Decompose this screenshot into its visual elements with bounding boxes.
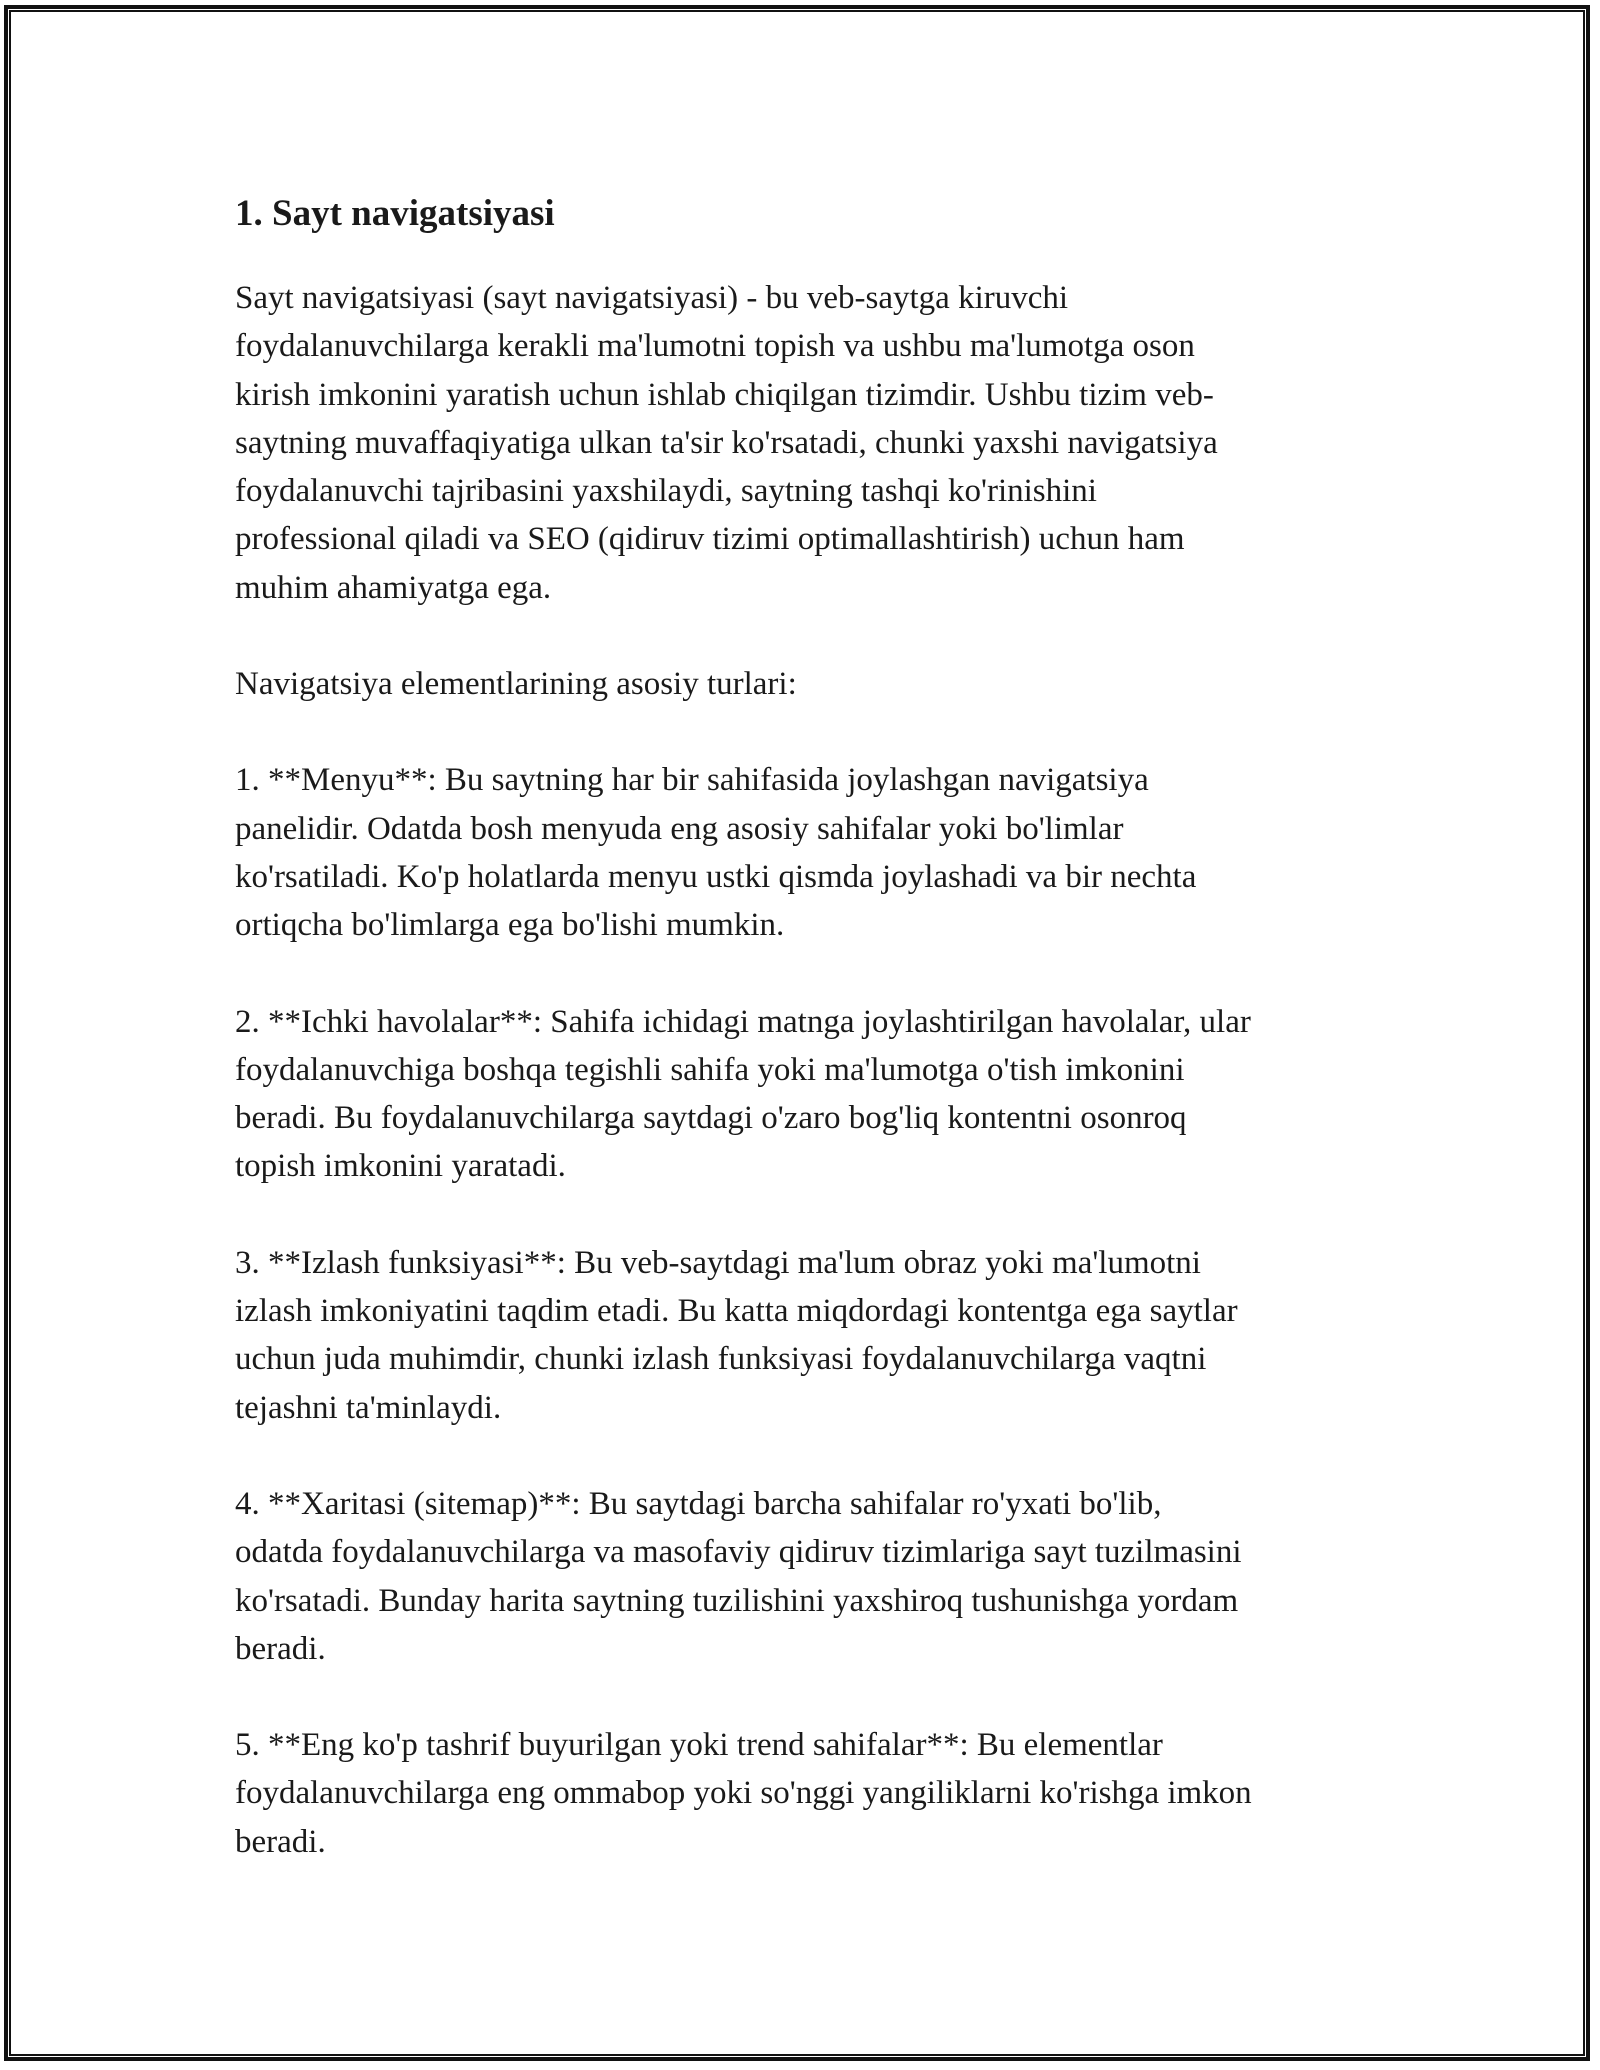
list-item-internal-links: 2. **Ichki havolalar**: Sahifa ichidagi matnga joylashtirilgan havolalar, ular foydalanuvchiga boshqa tegishli sahifa yoki ma'lumotga o'tish imkonini beradi. Bu foydalanuvchilarga saytdagi o'zaro bog'liq kontentni osonroq topish imkonini yaratadi. xyxy=(235,1003,1251,1185)
list-intro-paragraph: Navigatsiya elementlarining asosiy turlari: xyxy=(235,666,797,703)
list-item-search-function: 3. **Izlash funksiyasi**: Bu veb-saytdagi ma'lum obraz yoki ma'lumotni izlash imkoniyatini taqdim etadi. Bu katta miqdordagi kontentga ega saytlar uchun juda muhimdir, chunki izlash funksiyasi foydalanuvchilarga vaqtni tejashni ta'minlaydi. xyxy=(235,1244,1238,1426)
list-item-trending-pages: 5. **Eng ko'p tashrif buyurilgan yoki trend sahifalar**: Bu elementlar foydalanuvchilarga eng ommabop yoki so'nggi yangiliklarni ko'rishga imkon beradi. xyxy=(235,1727,1252,1860)
list-item-menu: 1. **Menyu**: Bu saytning har bir sahifasida joylashgan navigatsiya panelidir. Odatda bosh menyuda eng asosiy sahifalar yoki bo'limlar ko'rsatiladi. Ko'p holatlarda menyu ustki qismda joylashadi va bir nechta ortiqcha bo'limlarga ega bo'lishi mumkin. xyxy=(235,762,1197,944)
document-body xyxy=(235,188,1375,1914)
list-item-sitemap: 4. **Xaritasi (sitemap)**: Bu saytdagi barcha sahifalar ro'yxati bo'lib, odatda foydalanuvchilarga va masofaviy qidiruv tizimlariga sayt tuzilmasini ko'rsatadi. Bunday harita saytning tuzilishini yaxshiroq tushunishga yordam beradi. xyxy=(235,1485,1242,1667)
section-heading: 1. Sayt navigatsiyasi xyxy=(235,193,555,234)
intro-paragraph: Sayt navigatsiyasi (sayt navigatsiyasi) - bu veb-saytga kiruvchi foydalanuvchilarga kerakli ma'lumotni topish va ushbu ma'lumotga oson kirish imkonini yaratish uchun ishlab chiqilgan tizimdir. Ushbu tizim veb- saytning muvaffaqiyatiga ulkan ta'sir ko'rsatadi, chunki yaxshi navigatsiya foydalanuvchi tajribasini yaxshilaydi, saytning tashqi ko'rinishini professional qiladi va SEO (qidiruv tizimi optimallashtirish) uchun ham muhim ahamiyatga ega. xyxy=(235,280,1218,606)
